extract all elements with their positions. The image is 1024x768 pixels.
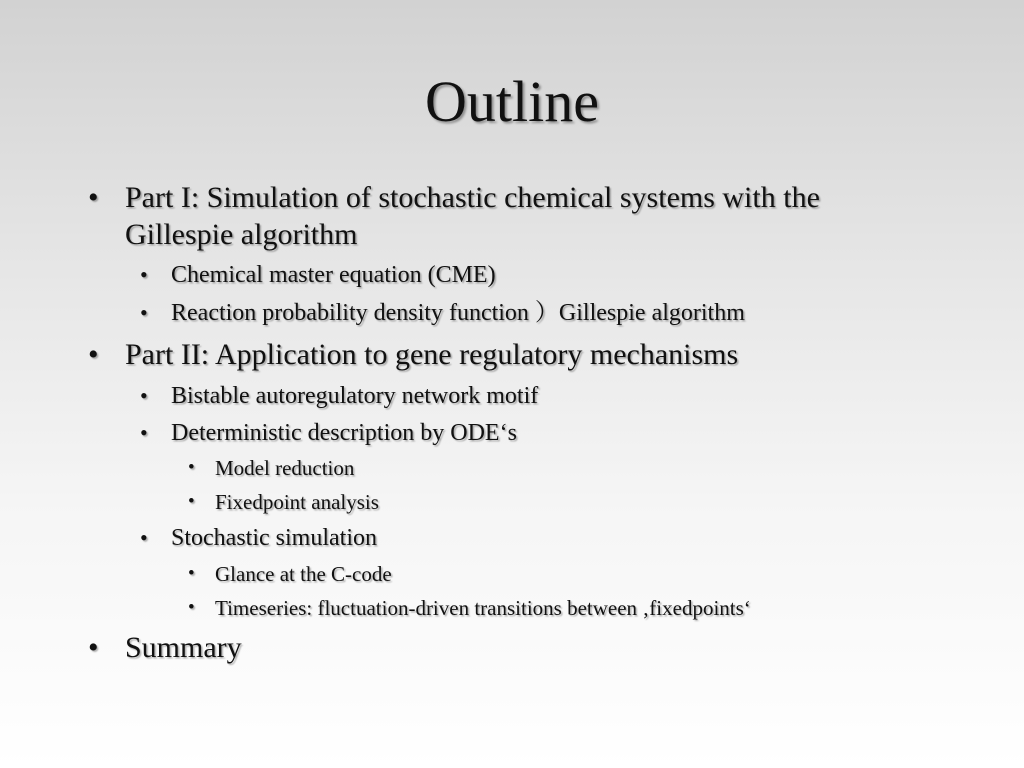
outline-item-part-1-line-1: Part I: Simulation of stochastic chemical systems with the: [125, 181, 820, 214]
bullet-icon: •: [140, 420, 148, 445]
outline-item-model-reduction: Model reduction: [215, 456, 355, 480]
bullet-icon: •: [188, 563, 195, 584]
outline-item-reaction-pdf: Reaction probability density function ）Gillespie algorithm: [171, 300, 745, 326]
outline-item-fixedpoint-analysis: Fixedpoint analysis: [215, 490, 379, 514]
bullet-icon: •: [140, 262, 148, 287]
outline-item-summary: Summary: [125, 631, 242, 664]
outline-item-bistable-motif: Bistable autoregulatory network motif: [171, 383, 539, 409]
outline-item-stochastic-simulation: Stochastic simulation: [171, 525, 377, 551]
slide-title: Outline: [425, 69, 599, 134]
bullet-icon: •: [140, 300, 148, 325]
bullet-icon: •: [88, 181, 99, 214]
bullet-icon: •: [188, 457, 195, 478]
outline-item-part-2: Part II: Application to gene regulatory mechanisms: [125, 338, 739, 371]
outline-item-deterministic-ode: Deterministic description by ODE‘s: [171, 420, 517, 446]
outline-item-part-1-line-2: Gillespie algorithm: [125, 218, 358, 251]
bullet-icon: •: [140, 525, 148, 550]
bullet-icon: •: [140, 383, 148, 408]
bullet-icon: •: [88, 338, 99, 371]
bullet-icon: •: [88, 631, 99, 664]
outline-item-timeseries: Timeseries: fluctuation-driven transitions between ‚fixedpoints‘: [215, 596, 751, 620]
outline-item-c-code: Glance at the C-code: [215, 562, 392, 586]
bullet-icon: •: [188, 597, 195, 618]
outline-item-cme: Chemical master equation (CME): [171, 262, 496, 288]
bullet-icon: •: [188, 491, 195, 512]
